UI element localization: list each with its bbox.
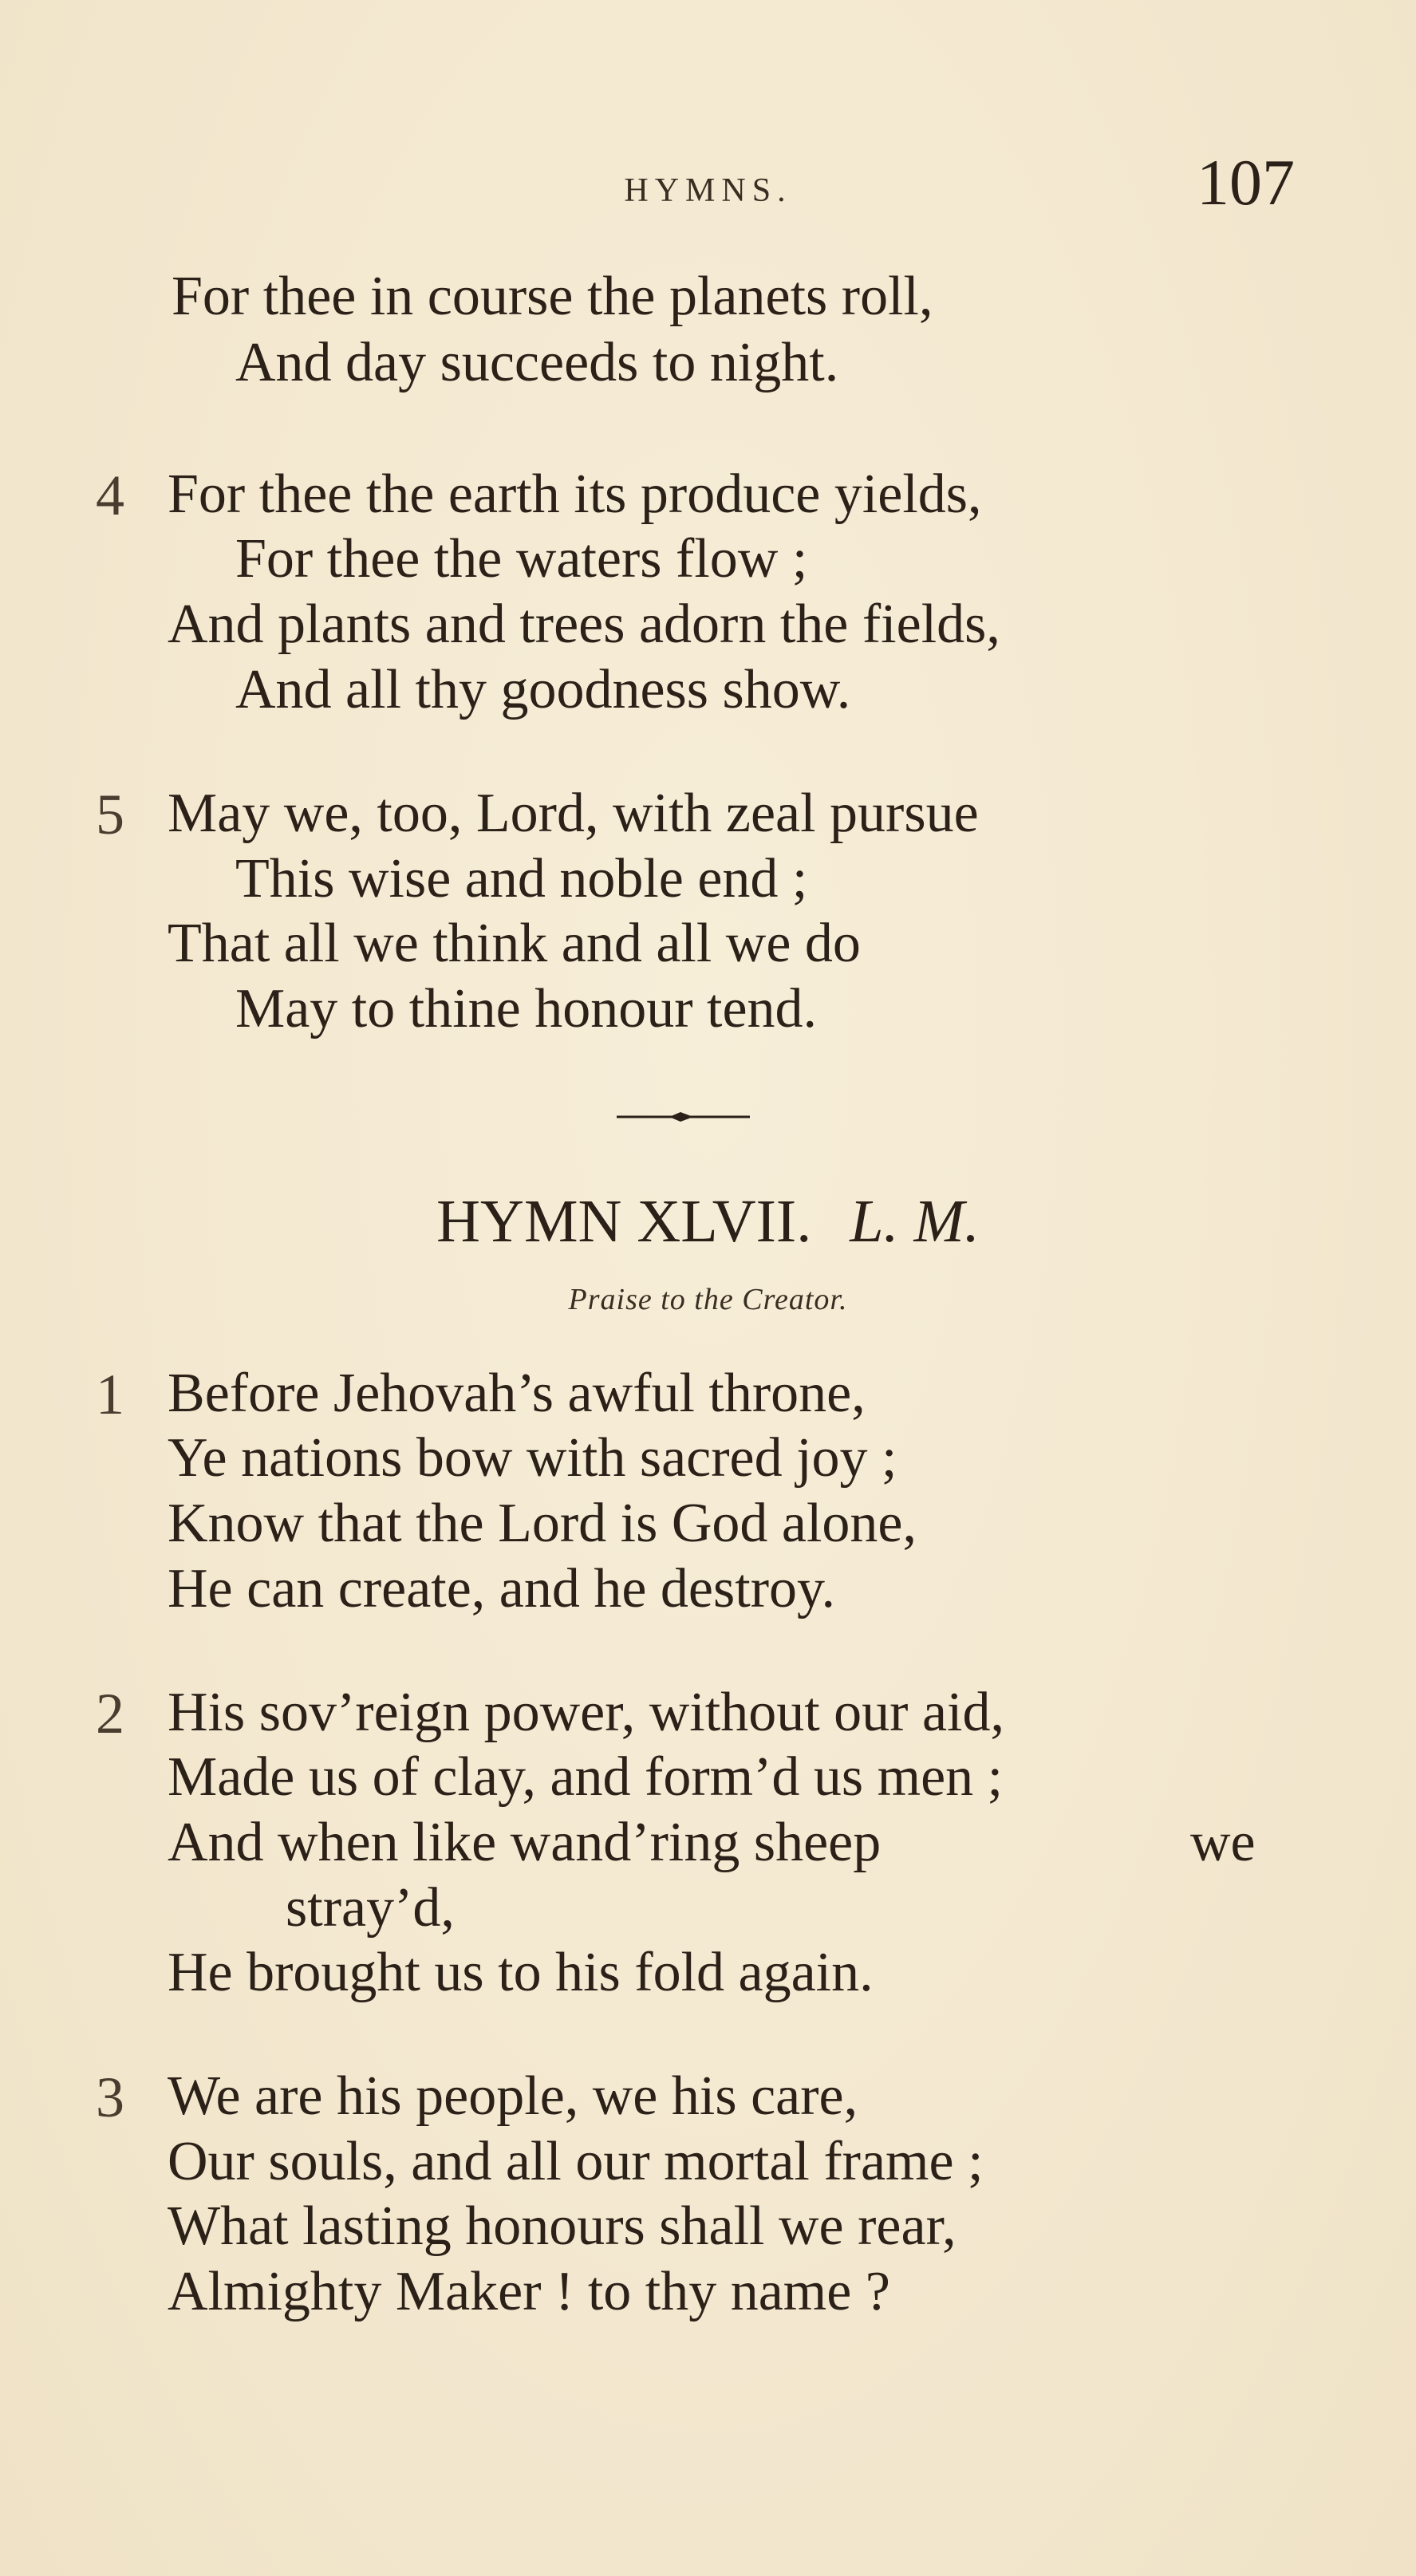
verse-line: May we, too, Lord, with zeal pursue [168, 783, 979, 844]
verse-number: 1 [96, 1363, 124, 1426]
hymn-title [0, 1187, 1416, 1256]
running-head: HYMNS. [624, 172, 792, 209]
verse-line: For thee the earth its produce yields, [168, 464, 982, 525]
verse-line: What lasting honours shall we rear, [168, 2195, 956, 2257]
hymn-subtitle: Praise to the Creator. [568, 1283, 848, 1316]
verse-line: He can create, and he destroy. [168, 1558, 835, 1619]
verse-line: Know that the Lord is God alone, [168, 1493, 917, 1554]
continuation-line-2: And day succeeds to night. [235, 332, 839, 393]
verse-line: And when like wand’ring sheep [168, 1812, 882, 1873]
hymn-meter: L. M. [850, 1188, 980, 1255]
verse-line: Almighty Maker ! to thy name ? [168, 2261, 890, 2322]
verse-line: Before Jehovah’s awful throne, [168, 1363, 866, 1424]
verse-number: 2 [96, 1682, 124, 1746]
hymn-number: HYMN XLVII. [436, 1188, 812, 1255]
verse-line: May to thine honour tend. [235, 978, 818, 1039]
verse-line: Our souls, and all our mortal frame ; [168, 2131, 984, 2192]
verse-line: This wise and noble end ; [235, 848, 808, 909]
verse-line: We are his people, we his care, [168, 2065, 858, 2127]
verse-number: 5 [96, 783, 124, 846]
continuation-line-1: For thee in course the planets roll, [172, 266, 933, 327]
verse-number: 3 [96, 2065, 124, 2129]
verse-line: He brought us to his fold again. [168, 1942, 874, 2003]
verse-number: 4 [96, 464, 124, 527]
verse-line: His sov’reign power, without our aid, [168, 1682, 1004, 1743]
page-number: 107 [1197, 146, 1295, 219]
verse-line: Ye nations bow with sacred joy ; [168, 1427, 897, 1489]
verse-line-overflow-word: we [1190, 1812, 1256, 1873]
verse-line: For thee the waters flow ; [235, 528, 808, 590]
verse-line: That all we think and all we do [168, 913, 861, 974]
verse-line: Made us of clay, and form’d us men ; [168, 1746, 1004, 1808]
verse-line: And plants and trees adorn the fields, [168, 594, 1000, 655]
verse-line: And all thy goodness show. [235, 659, 851, 720]
verse-line-turnover: stray’d, [286, 1877, 455, 1939]
ornament-divider [617, 1111, 750, 1122]
